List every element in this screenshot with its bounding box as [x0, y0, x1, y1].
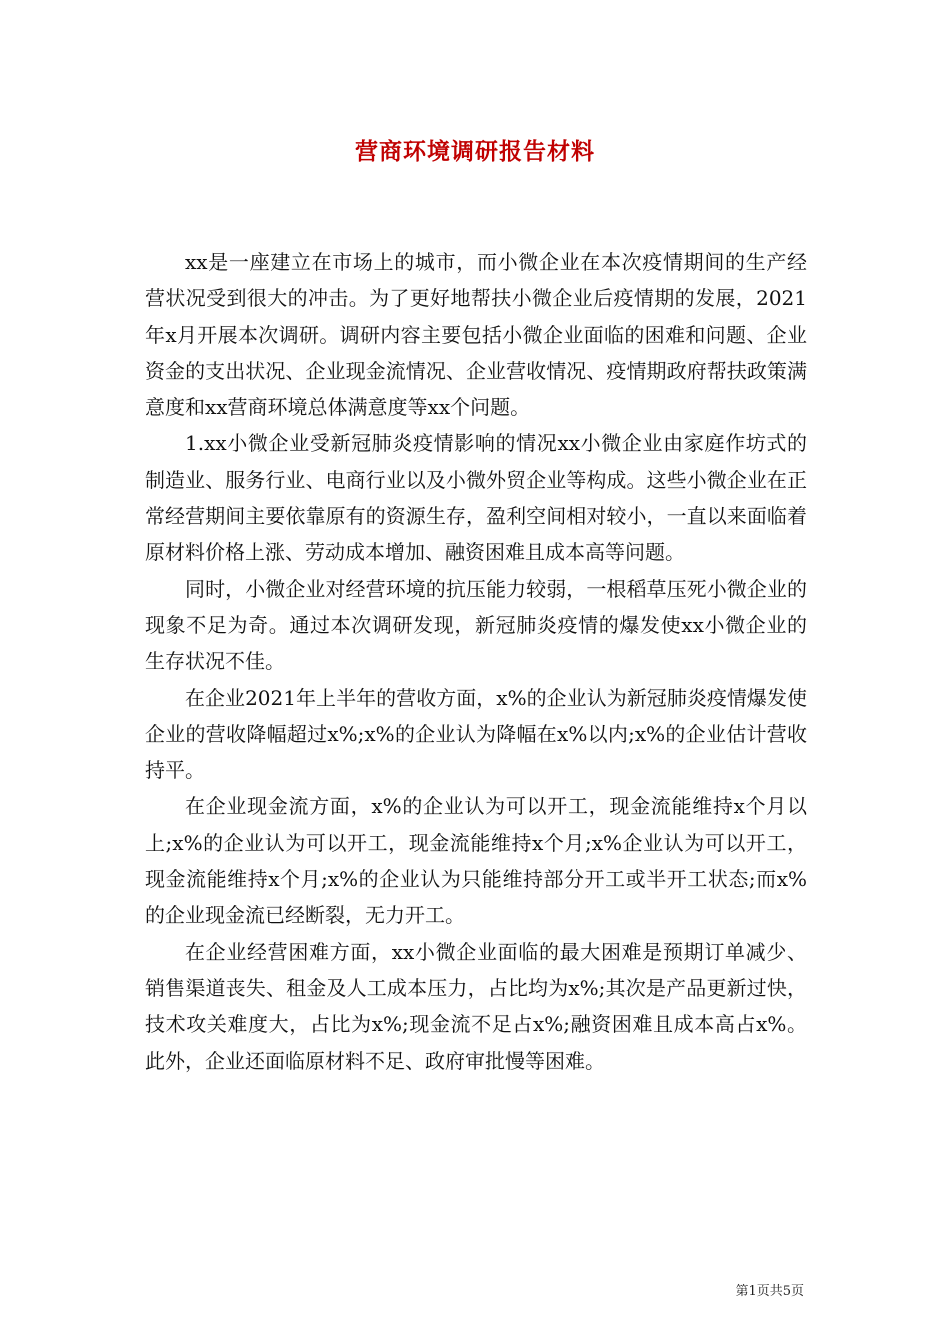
page-number: 第1页共5页: [735, 1284, 804, 1299]
document-title: 营商环境调研报告材料: [355, 138, 595, 165]
document-body: [145, 244, 807, 1079]
paragraph-section-1: 1.xx小微企业受新冠肺炎疫情影响的情况xx小微企业由家庭作坊式的制造业、服务行业、电商行业以及小微外贸企业等构成。这些小微企业在正常经营期间主要依靠原有的资源生存，盈利空间相对较小，一直以来面临着原材料价格上涨、劳动成本增加、融资困难且成本高等问题。: [145, 431, 807, 565]
paragraph-resilience: 同时，小微企业对经营环境的抗压能力较弱，一根稻草压死小微企业的现象不足为奇。通过本次调研发现，新冠肺炎疫情的爆发使xx小微企业的生存状况不佳。: [145, 576, 807, 674]
paragraph-intro: xx是一座建立在市场上的城市，而小微企业在本次疫情期间的生产经营状况受到很大的冲击。为了更好地帮扶小微企业后疫情期的发展，2021年x月开展本次调研。调研内容主要包括小微企业面临的困难和问题、企业资金的支出状况、企业现金流情况、企业营收情况、疫情期政府帮扶政策满意度和xx营商环境总体满意度等xx个问题。: [145, 250, 807, 420]
paragraph-cashflow: 在企业现金流方面，x%的企业认为可以开工，现金流能维持x个月以上;x%的企业认为可以开工，现金流能维持x个月;x%企业认为可以开工，现金流能维持x个月;x%的企业认为只能维持部分开工或半开工状态;而x%的企业现金流已经断裂，无力开工。: [145, 794, 807, 928]
paragraph-revenue: 在企业2021年上半年的营收方面，x%的企业认为新冠肺炎疫情爆发使企业的营收降幅超过x%;x%的企业认为降幅在x%以内;x%的企业估计营收持平。: [145, 685, 807, 783]
paragraph-difficulties: 在企业经营困难方面，xx小微企业面临的最大困难是预期订单减少、销售渠道丧失、租金及人工成本压力，占比均为x%;其次是产品更新过快，技术攻关难度大，占比为x%;现金流不足占x%;融资困难且成本高占x%。此外，企业还面临原材料不足、政府审批慢等困难。: [145, 939, 807, 1073]
